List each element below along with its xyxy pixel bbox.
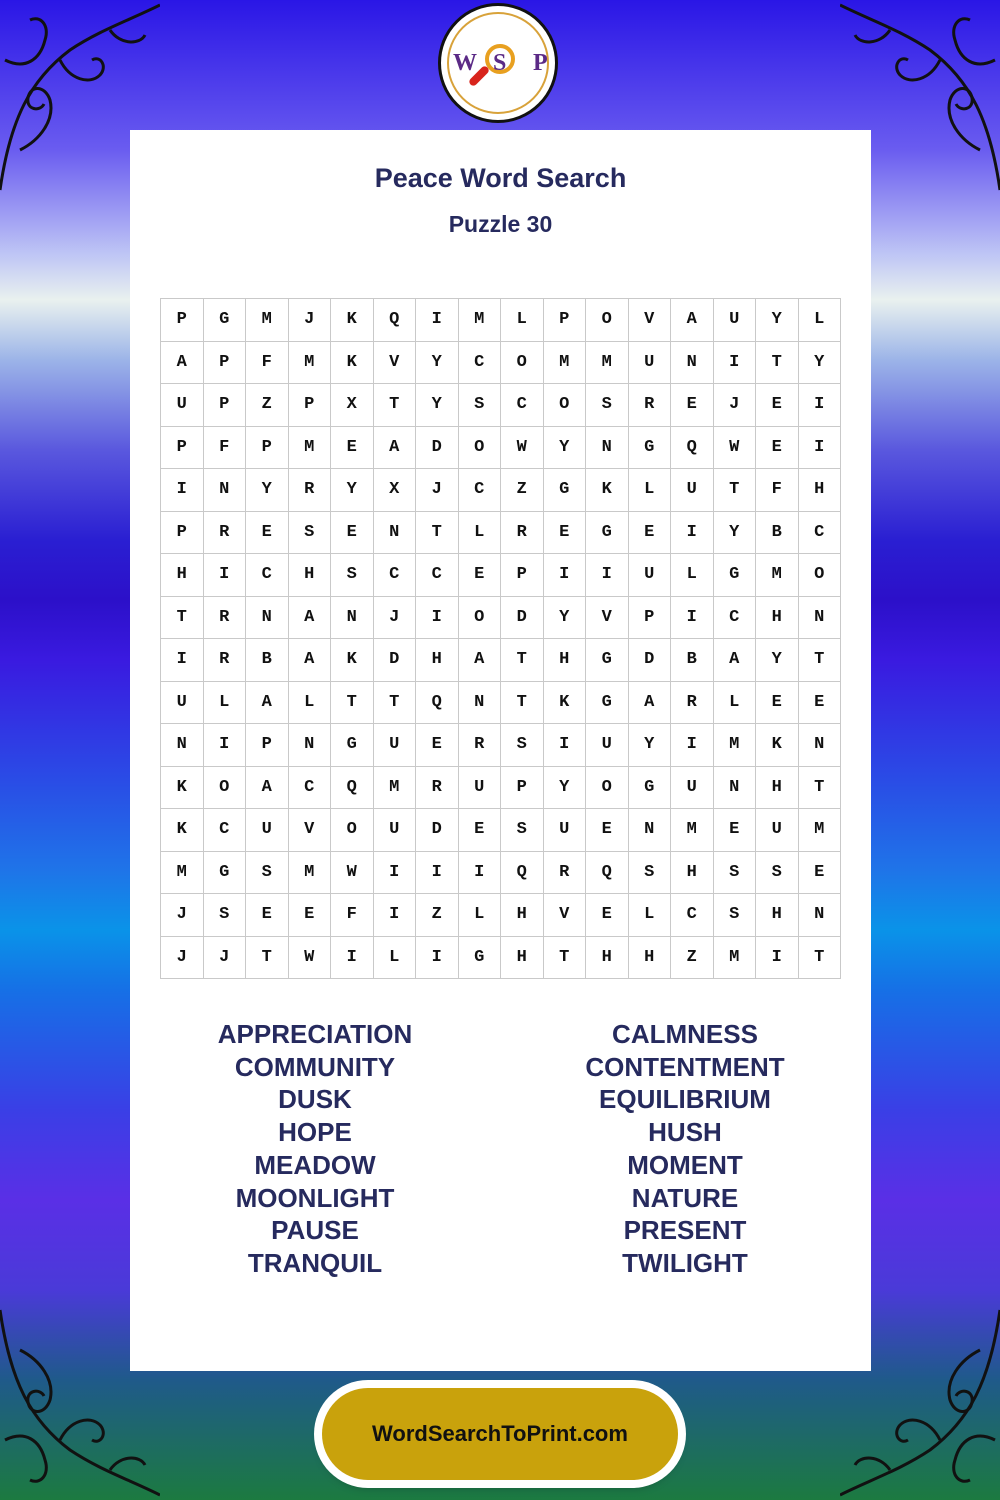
grid-cell[interactable]: A xyxy=(161,342,204,385)
grid-cell[interactable]: U xyxy=(161,384,204,427)
grid-cell[interactable]: P xyxy=(204,384,247,427)
grid-cell[interactable]: C xyxy=(459,469,502,512)
grid-cell[interactable]: Y xyxy=(416,342,459,385)
grid-cell[interactable]: H xyxy=(671,852,714,895)
grid-cell[interactable]: I xyxy=(671,512,714,555)
grid-cell[interactable]: L xyxy=(799,299,842,342)
grid-cell[interactable]: Q xyxy=(501,852,544,895)
grid-cell[interactable]: Q xyxy=(586,852,629,895)
grid-cell[interactable]: E xyxy=(459,554,502,597)
grid-cell[interactable]: T xyxy=(416,512,459,555)
grid-cell[interactable]: W xyxy=(501,427,544,470)
grid-cell[interactable]: I xyxy=(161,469,204,512)
grid-cell[interactable]: N xyxy=(629,809,672,852)
grid-cell[interactable]: K xyxy=(756,724,799,767)
grid-cell[interactable]: E xyxy=(459,809,502,852)
grid-cell[interactable]: S xyxy=(629,852,672,895)
grid-cell[interactable]: N xyxy=(459,682,502,725)
grid-cell[interactable]: T xyxy=(501,639,544,682)
grid-cell[interactable]: M xyxy=(459,299,502,342)
grid-cell[interactable]: T xyxy=(714,469,757,512)
grid-cell[interactable]: S xyxy=(756,852,799,895)
grid-cell[interactable]: H xyxy=(544,639,587,682)
grid-cell[interactable]: N xyxy=(246,597,289,640)
grid-cell[interactable]: I xyxy=(331,937,374,980)
grid-cell[interactable]: Q xyxy=(671,427,714,470)
logo-letter-s: S xyxy=(493,50,507,76)
grid-cell[interactable]: S xyxy=(289,512,332,555)
puzzle-card xyxy=(130,130,871,1371)
grid-cell[interactable]: T xyxy=(374,682,417,725)
grid-cell[interactable]: K xyxy=(161,767,204,810)
grid-cell[interactable]: G xyxy=(586,682,629,725)
grid-cell[interactable]: E xyxy=(289,894,332,937)
grid-cell[interactable]: Q xyxy=(374,299,417,342)
grid-cell[interactable]: C xyxy=(671,894,714,937)
grid-cell[interactable]: S xyxy=(501,724,544,767)
grid-cell[interactable]: M xyxy=(714,724,757,767)
grid-cell[interactable]: C xyxy=(459,342,502,385)
grid-cell[interactable]: R xyxy=(289,469,332,512)
grid-cell[interactable]: H xyxy=(756,597,799,640)
grid-cell[interactable]: M xyxy=(799,809,842,852)
grid-cell[interactable]: P xyxy=(204,342,247,385)
grid-cell[interactable]: O xyxy=(586,299,629,342)
grid-cell[interactable]: I xyxy=(374,894,417,937)
grid-cell[interactable]: G xyxy=(629,427,672,470)
grid-cell[interactable]: P xyxy=(629,597,672,640)
grid-cell[interactable]: W xyxy=(714,427,757,470)
grid-cell[interactable]: R xyxy=(671,682,714,725)
page-title: Peace Word Search xyxy=(374,163,627,193)
grid-cell[interactable]: I xyxy=(586,554,629,597)
grid-cell[interactable]: R xyxy=(544,852,587,895)
grid-cell[interactable]: L xyxy=(459,894,502,937)
grid-cell[interactable]: R xyxy=(204,639,247,682)
grid-cell[interactable]: P xyxy=(501,767,544,810)
grid-cell[interactable]: K xyxy=(161,809,204,852)
grid-cell[interactable]: I xyxy=(671,597,714,640)
grid-cell[interactable]: N xyxy=(331,597,374,640)
grid-cell[interactable]: H xyxy=(756,767,799,810)
grid-cell[interactable]: A xyxy=(246,682,289,725)
grid-cell[interactable]: E xyxy=(629,512,672,555)
grid-cell[interactable]: V xyxy=(374,342,417,385)
grid-cell[interactable]: R xyxy=(204,512,247,555)
word-list-item: APPRECIATION xyxy=(217,1019,413,1049)
word-list-item: PRESENT xyxy=(623,1215,747,1246)
grid-cell[interactable]: R xyxy=(204,597,247,640)
grid-cell[interactable]: U xyxy=(629,554,672,597)
grid-cell[interactable]: I xyxy=(544,724,587,767)
grid-cell[interactable]: U xyxy=(671,469,714,512)
grid-cell[interactable]: G xyxy=(204,852,247,895)
grid-cell[interactable]: U xyxy=(544,809,587,852)
grid-cell[interactable]: J xyxy=(161,894,204,937)
grid-cell[interactable]: S xyxy=(586,384,629,427)
grid-cell[interactable]: B xyxy=(246,639,289,682)
grid-cell[interactable]: L xyxy=(204,682,247,725)
grid-cell[interactable]: E xyxy=(671,384,714,427)
grid-cell[interactable]: R xyxy=(416,767,459,810)
word-list-item: HUSH xyxy=(648,1117,722,1148)
grid-cell[interactable]: A xyxy=(714,639,757,682)
grid-cell[interactable]: E xyxy=(756,682,799,725)
grid-cell[interactable]: R xyxy=(629,384,672,427)
grid-cell[interactable]: I xyxy=(714,342,757,385)
grid-cell[interactable]: T xyxy=(799,767,842,810)
grid-cell[interactable]: J xyxy=(161,937,204,980)
grid-cell[interactable]: E xyxy=(246,894,289,937)
letter-grid xyxy=(160,298,841,979)
grid-cell[interactable]: E xyxy=(756,384,799,427)
grid-cell[interactable]: P xyxy=(161,299,204,342)
grid-cell[interactable]: V xyxy=(629,299,672,342)
grid-cell[interactable]: Z xyxy=(416,894,459,937)
grid-cell[interactable]: V xyxy=(289,809,332,852)
grid-cell[interactable]: T xyxy=(331,682,374,725)
grid-cell[interactable]: T xyxy=(756,342,799,385)
grid-cell[interactable]: X xyxy=(331,384,374,427)
grid-cell[interactable]: C xyxy=(416,554,459,597)
grid-cell[interactable]: B xyxy=(671,639,714,682)
grid-cell[interactable]: I xyxy=(204,554,247,597)
grid-cell[interactable]: F xyxy=(246,342,289,385)
word-list-item: EQUILIBRIUM xyxy=(599,1084,771,1115)
grid-cell[interactable]: Y xyxy=(544,427,587,470)
grid-cell[interactable]: S xyxy=(204,894,247,937)
grid-cell[interactable]: A xyxy=(629,682,672,725)
grid-cell[interactable]: E xyxy=(756,427,799,470)
grid-cell[interactable]: I xyxy=(416,597,459,640)
grid-cell[interactable]: Q xyxy=(416,682,459,725)
grid-cell[interactable]: O xyxy=(459,427,502,470)
logo-letter-w: W xyxy=(453,50,477,76)
grid-cell[interactable]: M xyxy=(289,427,332,470)
grid-cell[interactable]: K xyxy=(544,682,587,725)
grid-cell[interactable]: F xyxy=(756,469,799,512)
grid-cell[interactable]: J xyxy=(374,597,417,640)
grid-cell[interactable]: I xyxy=(544,554,587,597)
grid-cell[interactable]: E xyxy=(586,809,629,852)
grid-cell[interactable]: T xyxy=(374,384,417,427)
logo-letter-p: P xyxy=(533,50,548,76)
grid-cell[interactable]: I xyxy=(756,937,799,980)
word-list-item: CONTENTMENT xyxy=(585,1051,785,1082)
grid-cell[interactable]: M xyxy=(544,342,587,385)
grid-cell[interactable]: T xyxy=(161,597,204,640)
grid-cell[interactable]: V xyxy=(544,894,587,937)
grid-cell[interactable]: E xyxy=(331,427,374,470)
grid-cell[interactable]: W xyxy=(289,937,332,980)
website-label: WordSearchToPrint.com xyxy=(372,1421,628,1446)
grid-cell[interactable]: C xyxy=(374,554,417,597)
grid-cell[interactable]: N xyxy=(586,427,629,470)
word-list-item: DUSK xyxy=(278,1084,352,1115)
grid-cell[interactable]: C xyxy=(799,512,842,555)
grid-cell[interactable]: M xyxy=(161,852,204,895)
grid-cell[interactable]: P xyxy=(161,427,204,470)
grid-cell[interactable]: J xyxy=(289,299,332,342)
grid-cell[interactable]: E xyxy=(799,682,842,725)
grid-cell[interactable]: I xyxy=(416,299,459,342)
grid-cell[interactable]: I xyxy=(416,937,459,980)
word-list-item: MOMENT xyxy=(627,1149,743,1180)
grid-cell[interactable]: L xyxy=(459,512,502,555)
grid-cell[interactable]: Y xyxy=(629,724,672,767)
grid-cell[interactable]: T xyxy=(544,937,587,980)
grid-cell[interactable]: N xyxy=(289,724,332,767)
grid-cell[interactable]: M xyxy=(756,554,799,597)
grid-cell[interactable]: T xyxy=(246,937,289,980)
word-list-item: MEADOW xyxy=(254,1149,376,1180)
grid-cell[interactable]: P xyxy=(289,384,332,427)
grid-cell[interactable]: M xyxy=(586,342,629,385)
grid-cell[interactable]: L xyxy=(629,894,672,937)
grid-cell[interactable]: G xyxy=(331,724,374,767)
grid-cell[interactable]: N xyxy=(671,342,714,385)
grid-cell[interactable]: I xyxy=(671,724,714,767)
grid-cell[interactable]: Z xyxy=(246,384,289,427)
grid-cell[interactable]: E xyxy=(331,512,374,555)
puzzle-number: Puzzle 30 xyxy=(448,211,553,237)
grid-cell[interactable]: G xyxy=(204,299,247,342)
grid-cell[interactable]: N xyxy=(799,597,842,640)
grid-cell[interactable]: M xyxy=(714,937,757,980)
grid-cell[interactable]: J xyxy=(416,469,459,512)
grid-cell[interactable]: G xyxy=(459,937,502,980)
grid-cell[interactable]: J xyxy=(204,937,247,980)
grid-cell[interactable]: C xyxy=(246,554,289,597)
grid-cell[interactable]: L xyxy=(501,299,544,342)
grid-cell[interactable]: K xyxy=(586,469,629,512)
grid-cell[interactable]: K xyxy=(331,342,374,385)
grid-cell[interactable]: U xyxy=(671,767,714,810)
grid-cell[interactable]: I xyxy=(374,852,417,895)
grid-cell[interactable]: B xyxy=(756,512,799,555)
grid-cell[interactable]: D xyxy=(501,597,544,640)
grid-cell[interactable]: I xyxy=(161,639,204,682)
grid-cell[interactable]: Y xyxy=(544,767,587,810)
grid-cell[interactable]: U xyxy=(586,724,629,767)
grid-cell[interactable]: Z xyxy=(671,937,714,980)
word-list-item: TWILIGHT xyxy=(622,1247,748,1278)
grid-cell[interactable]: O xyxy=(799,554,842,597)
word-list-item: MOONLIGHT xyxy=(235,1182,395,1213)
grid-cell[interactable]: H xyxy=(289,554,332,597)
grid-cell[interactable]: U xyxy=(714,299,757,342)
grid-cell[interactable]: E xyxy=(544,512,587,555)
grid-cell[interactable]: N xyxy=(714,767,757,810)
grid-cell[interactable]: A xyxy=(459,639,502,682)
grid-cell[interactable]: E xyxy=(714,809,757,852)
grid-cell[interactable]: U xyxy=(246,809,289,852)
word-list-right xyxy=(500,1018,870,1280)
grid-cell[interactable]: G xyxy=(629,767,672,810)
grid-cell[interactable]: U xyxy=(374,724,417,767)
grid-cell[interactable]: V xyxy=(586,597,629,640)
grid-cell[interactable]: S xyxy=(246,852,289,895)
grid-cell[interactable]: U xyxy=(629,342,672,385)
grid-cell[interactable]: O xyxy=(501,342,544,385)
grid-cell[interactable]: K xyxy=(331,639,374,682)
grid-cell[interactable]: O xyxy=(331,809,374,852)
grid-cell[interactable]: I xyxy=(799,384,842,427)
grid-cell[interactable]: N xyxy=(799,894,842,937)
grid-cell[interactable]: Y xyxy=(799,342,842,385)
grid-cell[interactable]: D xyxy=(629,639,672,682)
grid-cell[interactable]: A xyxy=(671,299,714,342)
grid-cell[interactable]: H xyxy=(799,469,842,512)
grid-cell[interactable]: H xyxy=(629,937,672,980)
grid-cell[interactable]: E xyxy=(586,894,629,937)
grid-cell[interactable]: Y xyxy=(714,512,757,555)
grid-cell[interactable]: Y xyxy=(246,469,289,512)
word-list-item: PAUSE xyxy=(271,1215,359,1246)
word-list-item: NATURE xyxy=(631,1182,739,1213)
grid-cell[interactable]: H xyxy=(501,894,544,937)
word-list-item: HOPE xyxy=(278,1117,352,1148)
grid-cell[interactable]: L xyxy=(629,469,672,512)
grid-cell[interactable]: I xyxy=(416,852,459,895)
grid-cell[interactable]: E xyxy=(799,852,842,895)
grid-cell[interactable]: C xyxy=(501,384,544,427)
grid-cell[interactable]: L xyxy=(374,937,417,980)
grid-cell[interactable]: F xyxy=(331,894,374,937)
grid-cell[interactable]: C xyxy=(714,597,757,640)
grid-cell[interactable]: U xyxy=(161,682,204,725)
wsp-logo[interactable] xyxy=(438,3,558,123)
grid-cell[interactable]: C xyxy=(289,767,332,810)
grid-cell[interactable]: D xyxy=(416,427,459,470)
word-list-left xyxy=(130,1018,500,1280)
grid-cell[interactable]: Q xyxy=(331,767,374,810)
grid-cell[interactable]: P xyxy=(501,554,544,597)
grid-cell[interactable]: M xyxy=(374,767,417,810)
grid-cell[interactable]: L xyxy=(671,554,714,597)
grid-cell[interactable]: D xyxy=(416,809,459,852)
word-list-item: COMMUNITY xyxy=(234,1051,396,1082)
grid-cell[interactable]: Y xyxy=(416,384,459,427)
grid-cell[interactable]: J xyxy=(714,384,757,427)
grid-cell[interactable]: S xyxy=(714,894,757,937)
grid-cell[interactable]: H xyxy=(416,639,459,682)
grid-cell[interactable]: M xyxy=(289,342,332,385)
grid-cell[interactable]: A xyxy=(289,639,332,682)
grid-cell[interactable]: Y xyxy=(331,469,374,512)
grid-cell[interactable]: U xyxy=(374,809,417,852)
grid-cell[interactable]: T xyxy=(501,682,544,725)
grid-cell[interactable]: H xyxy=(501,937,544,980)
grid-cell[interactable]: M xyxy=(246,299,289,342)
grid-cell[interactable]: N xyxy=(799,724,842,767)
grid-cell[interactable]: K xyxy=(331,299,374,342)
grid-cell[interactable]: M xyxy=(671,809,714,852)
grid-cell[interactable]: S xyxy=(714,852,757,895)
grid-cell[interactable]: C xyxy=(204,809,247,852)
grid-cell[interactable]: O xyxy=(459,597,502,640)
grid-cell[interactable]: L xyxy=(714,682,757,725)
grid-cell[interactable]: N xyxy=(161,724,204,767)
grid-cell[interactable]: P xyxy=(246,724,289,767)
grid-cell[interactable]: G xyxy=(544,469,587,512)
grid-cell[interactable]: O xyxy=(204,767,247,810)
grid-cell[interactable]: I xyxy=(459,852,502,895)
grid-cell[interactable]: A xyxy=(289,597,332,640)
grid-cell[interactable]: H xyxy=(161,554,204,597)
grid-cell[interactable]: Z xyxy=(501,469,544,512)
grid-cell[interactable]: N xyxy=(374,512,417,555)
grid-cell[interactable]: N xyxy=(204,469,247,512)
grid-cell[interactable]: G xyxy=(586,639,629,682)
grid-cell[interactable]: U xyxy=(756,809,799,852)
website-button[interactable] xyxy=(322,1388,678,1480)
grid-cell[interactable]: P xyxy=(544,299,587,342)
grid-cell[interactable]: T xyxy=(799,937,842,980)
grid-cell[interactable]: S xyxy=(459,384,502,427)
grid-cell[interactable]: S xyxy=(501,809,544,852)
grid-cell[interactable]: W xyxy=(331,852,374,895)
grid-cell[interactable]: X xyxy=(374,469,417,512)
grid-cell[interactable]: O xyxy=(586,767,629,810)
grid-cell[interactable]: Y xyxy=(544,597,587,640)
grid-cell[interactable]: O xyxy=(544,384,587,427)
grid-cell[interactable]: R xyxy=(459,724,502,767)
grid-cell[interactable]: S xyxy=(331,554,374,597)
grid-cell[interactable]: I xyxy=(799,427,842,470)
grid-cell[interactable]: I xyxy=(204,724,247,767)
grid-cell[interactable]: P xyxy=(246,427,289,470)
word-list-item: CALMNESS xyxy=(612,1019,758,1049)
grid-cell[interactable]: Y xyxy=(756,299,799,342)
grid-cell[interactable]: E xyxy=(246,512,289,555)
grid-cell[interactable]: H xyxy=(756,894,799,937)
word-list-item: TRANQUIL xyxy=(247,1247,383,1278)
grid-cell[interactable]: L xyxy=(289,682,332,725)
grid-cell[interactable]: E xyxy=(416,724,459,767)
grid-cell[interactable]: U xyxy=(459,767,502,810)
grid-cell[interactable]: A xyxy=(374,427,417,470)
grid-cell[interactable]: P xyxy=(161,512,204,555)
grid-cell[interactable]: M xyxy=(289,852,332,895)
grid-cell[interactable]: F xyxy=(204,427,247,470)
grid-cell[interactable]: D xyxy=(374,639,417,682)
grid-cell[interactable]: R xyxy=(501,512,544,555)
grid-cell[interactable]: Y xyxy=(756,639,799,682)
grid-cell[interactable]: A xyxy=(246,767,289,810)
grid-cell[interactable]: G xyxy=(586,512,629,555)
grid-cell[interactable]: T xyxy=(799,639,842,682)
grid-cell[interactable]: H xyxy=(586,937,629,980)
grid-cell[interactable]: G xyxy=(714,554,757,597)
